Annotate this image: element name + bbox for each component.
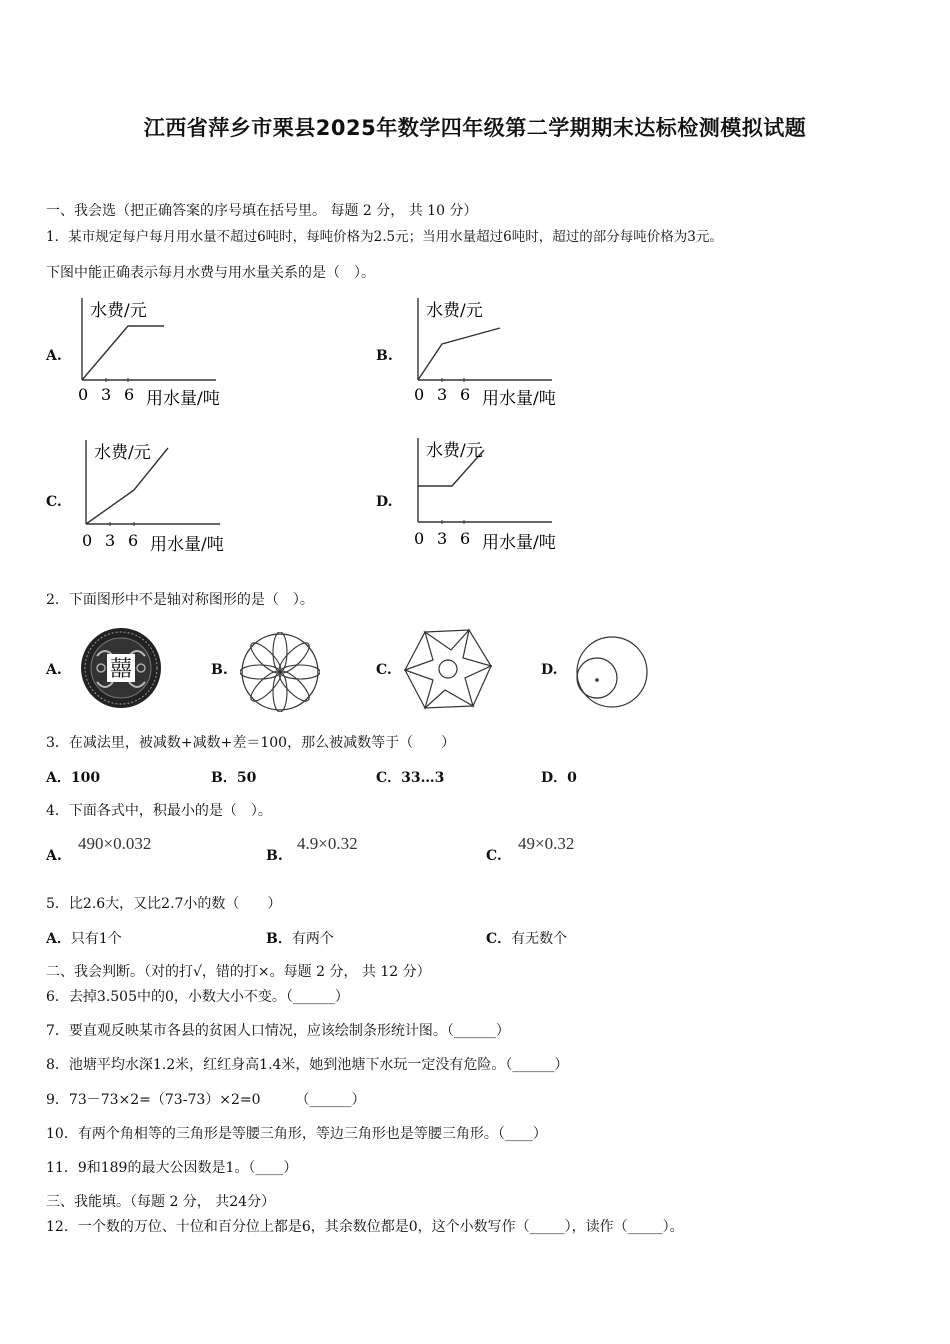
q2-option-a-label: A.	[46, 662, 62, 678]
q5-option-c-text: 有无数个	[511, 931, 568, 947]
q4-option-c-label: C.	[486, 848, 502, 864]
question-8: 8．池塘平均水深1.2米，红红身高1.4米，她到池塘下水玩一定没有危险。（______）	[46, 1057, 569, 1073]
tick-3: 3	[437, 529, 448, 548]
x-axis-label: 用水量/吨	[482, 389, 556, 409]
tick-6: 6	[124, 385, 135, 404]
q3-option-a: A．100	[46, 770, 101, 786]
cost-line	[418, 328, 500, 380]
q4-option-a-formula: 490×0.032	[78, 834, 152, 853]
y-axis-label: 水费/元	[426, 301, 483, 321]
q4-option-b-formula: 4.9×0.32	[297, 834, 358, 853]
page-title: 江西省萍乡市栗县2025年数学四年级第二学期期末达标检测模拟试题	[143, 116, 807, 140]
pinwheel-hexagon-icon	[403, 628, 493, 712]
tick-6: 6	[460, 385, 471, 404]
q4-option-c-formula: 49×0.32	[518, 834, 575, 853]
question-12: 12．一个数的万位、十位和百分位上都是6，其余数位都是0，这个小数写作（_____），读作（_____）。	[46, 1219, 684, 1235]
question-1-line-1: 1．某市规定每户每月用水量不超过6吨时，每吨价格为2.5元；当用水量超过6吨时，超过的部分每吨价格为3元。	[46, 229, 723, 245]
q4-option-b-label: B.	[266, 848, 283, 864]
circle-with-inner-circle-icon	[574, 634, 650, 710]
x-axis-label: 用水量/吨	[146, 389, 220, 409]
q4-option-a-label: A.	[46, 848, 62, 864]
q3-option-c: C．33…3	[376, 770, 445, 786]
q5-option-c	[486, 928, 567, 948]
q1-option-c-label: C.	[46, 494, 62, 510]
section-heading-3: 三、我能填。（每题 2 分， 共24分）	[46, 1194, 276, 1210]
q5-option-a-label: A．	[46, 931, 71, 947]
medallion-character: 囍	[109, 657, 133, 682]
section-heading-1: 一、我会选（把正确答案的序号填在括号里。 每题 2 分， 共 10 分）	[46, 203, 478, 219]
y-axis-label: 水费/元	[426, 441, 483, 461]
q5-option-b-label: B．	[266, 931, 292, 947]
question-3: 3．在减法里，被减数+减数+差＝100，那么被减数等于（ ）	[46, 735, 456, 751]
x-axis-label: 用水量/吨	[150, 535, 224, 554]
q3-option-d: D．0	[541, 770, 577, 786]
q1-option-b-label: B.	[376, 348, 393, 364]
y-axis-label: 水费/元	[94, 443, 151, 463]
tick-3: 3	[101, 385, 112, 404]
section-heading-2: 二、我会判断。（对的打√，错的打×。每题 2 分， 共 12 分）	[46, 964, 431, 980]
q3-option-b: B．50	[211, 770, 257, 786]
flower-in-circle-icon	[240, 632, 320, 712]
q1-graph-d	[404, 432, 594, 552]
question-1-line-2: 下图中能正确表示每月水费与用水量关系的是（ ）。	[46, 265, 375, 281]
q1-option-d-label: D.	[376, 494, 393, 510]
question-9: 9．73－73×2=（73-73）×2=0 （______）	[46, 1092, 366, 1108]
tick-3: 3	[437, 385, 448, 404]
tick-0: 0	[414, 385, 425, 404]
x-axis-label: 用水量/吨	[482, 533, 556, 552]
q2-option-d-label: D.	[541, 662, 558, 678]
q2-option-b-label: B.	[211, 662, 228, 678]
q5-option-c-label: C．	[486, 931, 512, 947]
tick-0: 0	[78, 385, 89, 404]
q5-option-a-text: 只有1个	[70, 931, 122, 947]
q1-graph-c	[72, 434, 262, 554]
q5-option-b	[266, 928, 334, 948]
q1-graph-a	[68, 292, 258, 412]
q1-option-a-label: A.	[46, 348, 62, 364]
cost-line	[82, 326, 164, 380]
double-happiness-medallion-icon	[79, 626, 163, 710]
question-7: 7．要直观反映某市各县的贫困人口情况，应该绘制条形统计图。（______）	[46, 1023, 510, 1039]
question-5: 5．比2.6大，又比2.7小的数（ ）	[46, 896, 282, 912]
tick-0: 0	[82, 531, 93, 550]
y-axis-label: 水费/元	[90, 301, 147, 321]
q5-option-b-text: 有两个	[291, 931, 334, 947]
question-11: 11．9和189的最大公因数是1。（____）	[46, 1160, 298, 1176]
tick-6: 6	[460, 529, 471, 548]
tick-3: 3	[105, 531, 116, 550]
question-4: 4．下面各式中，积最小的是（ ）。	[46, 803, 272, 819]
question-6: 6．去掉3.505中的0，小数大小不变。（______）	[46, 989, 349, 1005]
tick-6: 6	[128, 531, 139, 550]
tick-0: 0	[414, 529, 425, 548]
question-2: 2．下面图形中不是轴对称图形的是（ ）。	[46, 592, 314, 608]
q2-option-c-label: C.	[376, 662, 392, 678]
q1-graph-b	[404, 292, 594, 412]
question-10: 10．有两个角相等的三角形是等腰三角形，等边三角形也是等腰三角形。（____）	[46, 1126, 547, 1142]
q5-option-a	[46, 928, 122, 948]
